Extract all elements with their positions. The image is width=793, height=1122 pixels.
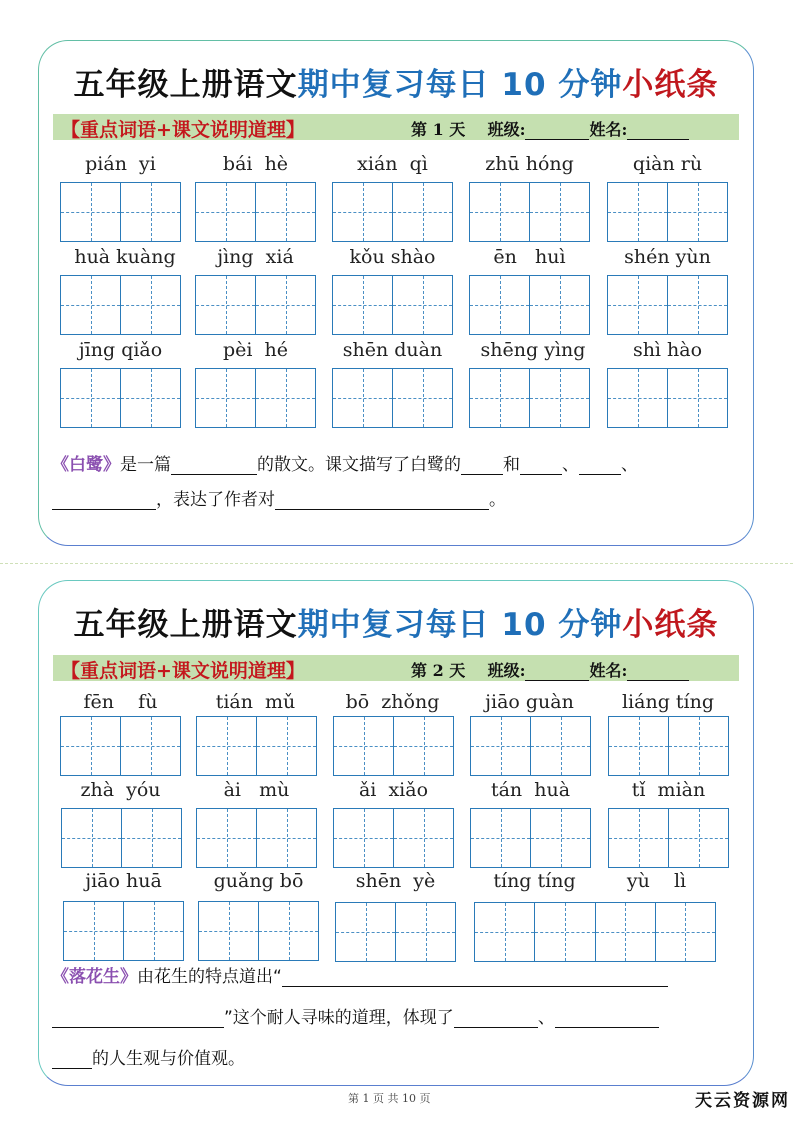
title-part-note: 小纸条 (622, 607, 719, 643)
question-text: 和 (503, 455, 520, 475)
pinyin-label: bō zhǒng (345, 691, 440, 713)
answer-blank[interactable] (454, 1011, 538, 1028)
writing-box[interactable] (335, 902, 456, 962)
worksheet-title (39, 59, 753, 104)
book-title: 《落花生》 (52, 967, 137, 987)
worksheet-title (39, 599, 753, 644)
pinyin-label: tián mǔ (215, 691, 296, 713)
writing-box[interactable] (196, 808, 317, 868)
pinyin-label: jīng qiǎo (78, 339, 163, 361)
answer-blank[interactable] (171, 458, 257, 475)
pinyin-label: shì hào (632, 339, 703, 361)
question-line-2 (52, 485, 506, 510)
writing-box[interactable] (607, 182, 728, 242)
question-text: 是一篇 (120, 455, 171, 475)
writing-box[interactable] (195, 275, 316, 335)
writing-box[interactable] (195, 182, 316, 242)
answer-blank[interactable] (275, 493, 489, 510)
answer-blank[interactable] (282, 970, 668, 987)
name-label: 姓名: (589, 661, 628, 680)
day-label: 第 2 天 (411, 661, 466, 680)
question-line-1 (52, 962, 668, 987)
pinyin-label: ǎi xiǎo (358, 779, 429, 801)
class-label: 班级: (487, 120, 526, 139)
pinyin-label: tíng tíng (493, 870, 576, 892)
student-info (411, 658, 689, 681)
question-text: ，表达了作者对 (156, 490, 275, 510)
pinyin-label: kǒu shào (349, 246, 436, 268)
question-text: 的散文。课文描写了白鹭的 (257, 455, 461, 475)
topic-label: 【重点词语+课文说明道理】 (61, 660, 305, 682)
pinyin-label: ēn huì (493, 246, 566, 268)
watermark-brand: 天云资源网 (695, 1091, 790, 1111)
writing-box[interactable] (469, 275, 590, 335)
answer-blank[interactable] (520, 458, 562, 475)
writing-box[interactable] (470, 808, 591, 868)
writing-box[interactable] (60, 368, 181, 428)
writing-box[interactable] (608, 808, 729, 868)
title-part-note: 小纸条 (622, 67, 719, 103)
title-part-grade: 五年级上册语文 (73, 607, 298, 643)
pinyin-label: tán huà (490, 779, 571, 801)
name-field[interactable] (627, 664, 689, 681)
writing-box[interactable] (607, 368, 728, 428)
writing-box[interactable] (60, 275, 181, 335)
title-part-review: 期中复习每日 10 分钟 (297, 607, 623, 643)
question-text: ”这个耐人寻味的道理，体现了 (224, 1008, 454, 1028)
writing-box-four-char[interactable] (474, 902, 716, 962)
writing-box[interactable] (63, 901, 184, 961)
writing-box[interactable] (608, 716, 729, 776)
writing-box[interactable] (607, 275, 728, 335)
writing-box[interactable] (61, 808, 182, 868)
name-label: 姓名: (589, 120, 628, 139)
answer-blank[interactable] (52, 1011, 224, 1028)
pinyin-label: yù lì (626, 870, 687, 892)
answer-blank[interactable] (461, 458, 503, 475)
writing-box[interactable] (60, 182, 181, 242)
answer-blank[interactable] (52, 493, 156, 510)
pinyin-label: liáng tíng (621, 691, 715, 713)
writing-box[interactable] (470, 716, 591, 776)
question-text: 的人生观与价值观。 (92, 1049, 245, 1069)
header-bar (53, 655, 739, 681)
question-text: 。 (489, 490, 506, 510)
writing-box[interactable] (196, 716, 317, 776)
writing-box[interactable] (332, 182, 453, 242)
question-text: 由花生的特点道出“ (137, 967, 282, 987)
pinyin-label: xián qì (357, 153, 428, 175)
header-bar (53, 114, 739, 140)
pinyin-label: qiàn rù (632, 153, 703, 175)
cut-line-divider (0, 563, 793, 564)
writing-box[interactable] (469, 368, 590, 428)
pinyin-label: shén yùn (624, 246, 711, 268)
answer-blank[interactable] (579, 458, 621, 475)
answer-blank[interactable] (52, 1052, 92, 1069)
title-part-review: 期中复习每日 10 分钟 (297, 67, 623, 103)
class-field[interactable] (525, 123, 589, 140)
pinyin-label: tǐ miàn (631, 779, 706, 801)
writing-box[interactable] (332, 275, 453, 335)
pinyin-label: jìng xiá (217, 246, 294, 268)
question-text: 、 (537, 1008, 555, 1028)
question-text: 、 (621, 455, 638, 475)
question-line-1 (52, 450, 638, 475)
student-info (411, 117, 689, 140)
pinyin-label: pián yi (85, 153, 156, 175)
day-label: 第 1 天 (411, 120, 466, 139)
pinyin-label: huà kuàng (74, 246, 176, 268)
topic-label: 【重点词语+课文说明道理】 (61, 119, 305, 141)
pinyin-label: ài mù (223, 779, 290, 801)
writing-box[interactable] (333, 808, 454, 868)
class-field[interactable] (525, 664, 589, 681)
pinyin-label: fēn fù (83, 691, 158, 713)
question-line-2 (52, 1003, 659, 1028)
pinyin-label: zhà yóu (80, 779, 161, 801)
pinyin-label: shēng yìng (480, 339, 586, 361)
writing-box[interactable] (195, 368, 316, 428)
answer-blank[interactable] (555, 1011, 659, 1028)
question-line-3 (52, 1044, 245, 1069)
writing-box[interactable] (333, 716, 454, 776)
pinyin-label: jiāo guàn (485, 691, 574, 713)
title-part-grade: 五年级上册语文 (73, 67, 298, 103)
pinyin-label: bái hè (222, 153, 289, 175)
writing-box[interactable] (60, 716, 181, 776)
writing-box[interactable] (198, 901, 319, 961)
pinyin-label: shēn duàn (342, 339, 443, 361)
page-number: 第 1 页 共 10 页 (348, 1092, 431, 1105)
writing-box[interactable] (469, 182, 590, 242)
pinyin-label: pèi hé (222, 339, 289, 361)
pinyin-label: shēn yè (355, 870, 436, 892)
question-text: 、 (562, 455, 579, 475)
writing-box[interactable] (332, 368, 453, 428)
pinyin-label: jiāo huā (85, 870, 162, 892)
class-label: 班级: (487, 661, 526, 680)
name-field[interactable] (627, 123, 689, 140)
pinyin-label: zhū hóng (485, 153, 574, 175)
book-title: 《白鹭》 (52, 455, 120, 475)
pinyin-label: guǎng bō (213, 870, 304, 892)
